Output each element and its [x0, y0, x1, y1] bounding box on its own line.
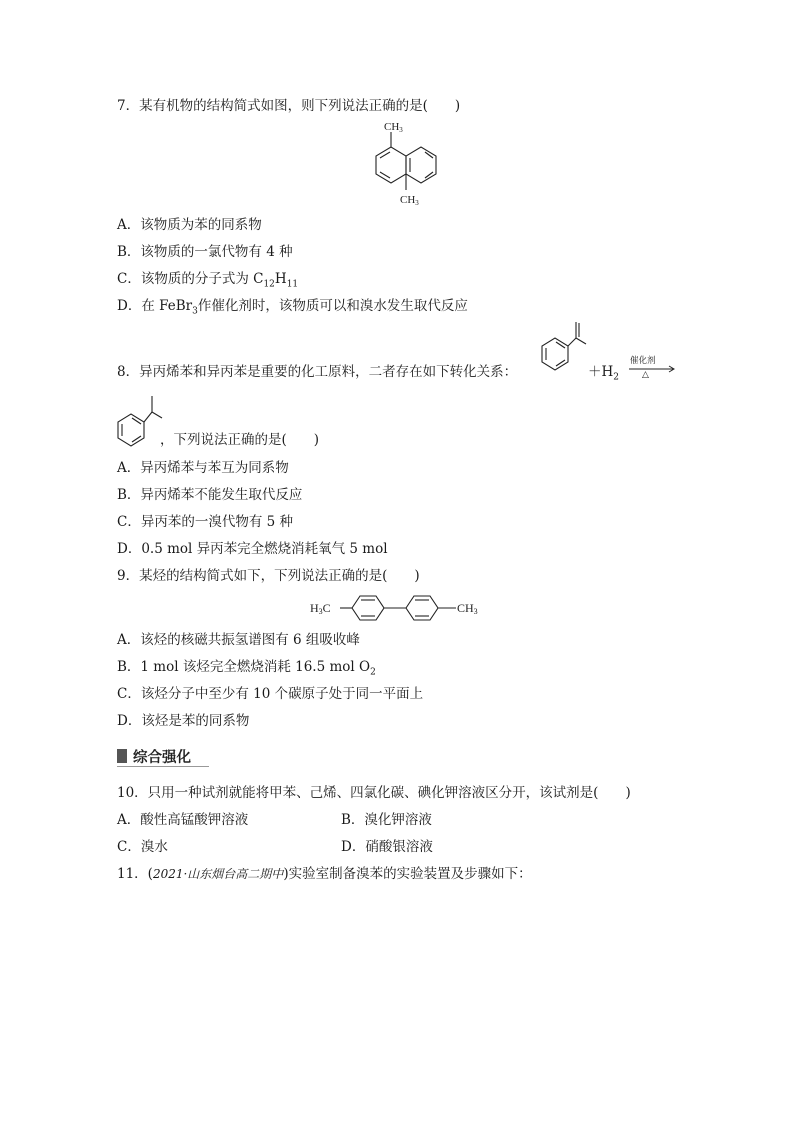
q11-stem: 11．(2021·山东烟台高二期中)实验室制备溴苯的实验装置及步骤如下：	[117, 866, 532, 882]
q10-option-d: D．硝酸银溶液	[341, 839, 433, 855]
q8-stem-continued: ，下列说法正确的是( )	[160, 432, 320, 448]
q9-right-group: CH3	[457, 601, 478, 616]
q10-stem: 10．只用一种试剂就能将甲苯、己烯、四氯化碳、碘化钾溶液区分开，该试剂是( )	[117, 785, 631, 801]
q10-option-a: A．酸性高锰酸钾溶液	[117, 812, 249, 828]
section-heading	[117, 745, 191, 767]
q9-option-c: C．该烃分子中至少有 10 个碳原子处于同一平面上	[117, 686, 424, 702]
q9-option-a: A．该烃的核磁共振氢谱图有 6 组吸收峰	[117, 632, 360, 648]
q8-heat-label: △	[642, 370, 649, 380]
q10-option-c: C．溴水	[117, 839, 168, 855]
q8-option-a: A．异丙烯苯与苯互为同系物	[117, 460, 289, 476]
q9-option-b: B．1 mol 该烃完全燃烧消耗 16.5 mol $O_2$	[117, 659, 376, 678]
q8-option-d: D．0.5 mol 异丙苯完全燃烧消耗氧气 5 mol	[117, 541, 388, 557]
section-divider	[117, 766, 209, 767]
q11-source: 2021·山东烟台高二期中	[152, 867, 284, 881]
q9-structure-dimethylbiphenyl	[308, 591, 490, 623]
q7-option-a: A．该物质为苯的同系物	[117, 217, 262, 233]
q7-stem: 7．某有机物的结构简式如图，则下列说法正确的是( )	[117, 98, 461, 114]
q9-left-group: H3C	[310, 601, 331, 616]
q7-structure-dimethylnaphthalene	[360, 118, 450, 210]
q7-ch3-top: CH3	[384, 121, 403, 134]
q8-reaction-arrow	[627, 354, 677, 384]
section-marker-icon	[117, 749, 127, 763]
q8-option-c: C．异丙苯的一溴代物有 5 种	[117, 514, 294, 530]
q10-option-b: B．溴化钾溶液	[341, 812, 432, 828]
q7-ch3-bottom: CH3	[400, 194, 419, 207]
q8-structure-isopropenylbenzene	[534, 318, 592, 374]
q8-h2: $+H_2$	[588, 364, 620, 383]
q9-option-d: D．该烃是苯的同系物	[117, 713, 250, 729]
section-title: 综合强化	[133, 749, 191, 766]
q7-option-c: C．该物质的分子式为 $C_{12}H_{11}$	[117, 271, 299, 290]
q7-option-d: D．在 FeBr$_3$作催化剂时，该物质可以和溴水发生取代反应	[117, 298, 468, 317]
q7-option-b: B．该物质的一氯代物有 4 种	[117, 244, 293, 260]
q8-stem: 8．异丙烯苯和异丙苯是重要的化工原料，二者存在如下转化关系：	[117, 364, 518, 380]
q8-catalyst-label: 催化剂	[630, 356, 656, 366]
q9-stem: 9．某烃的结构简式如下，下列说法正确的是( )	[117, 568, 420, 584]
q8-option-b: B．异丙烯苯不能发生取代反应	[117, 487, 303, 503]
